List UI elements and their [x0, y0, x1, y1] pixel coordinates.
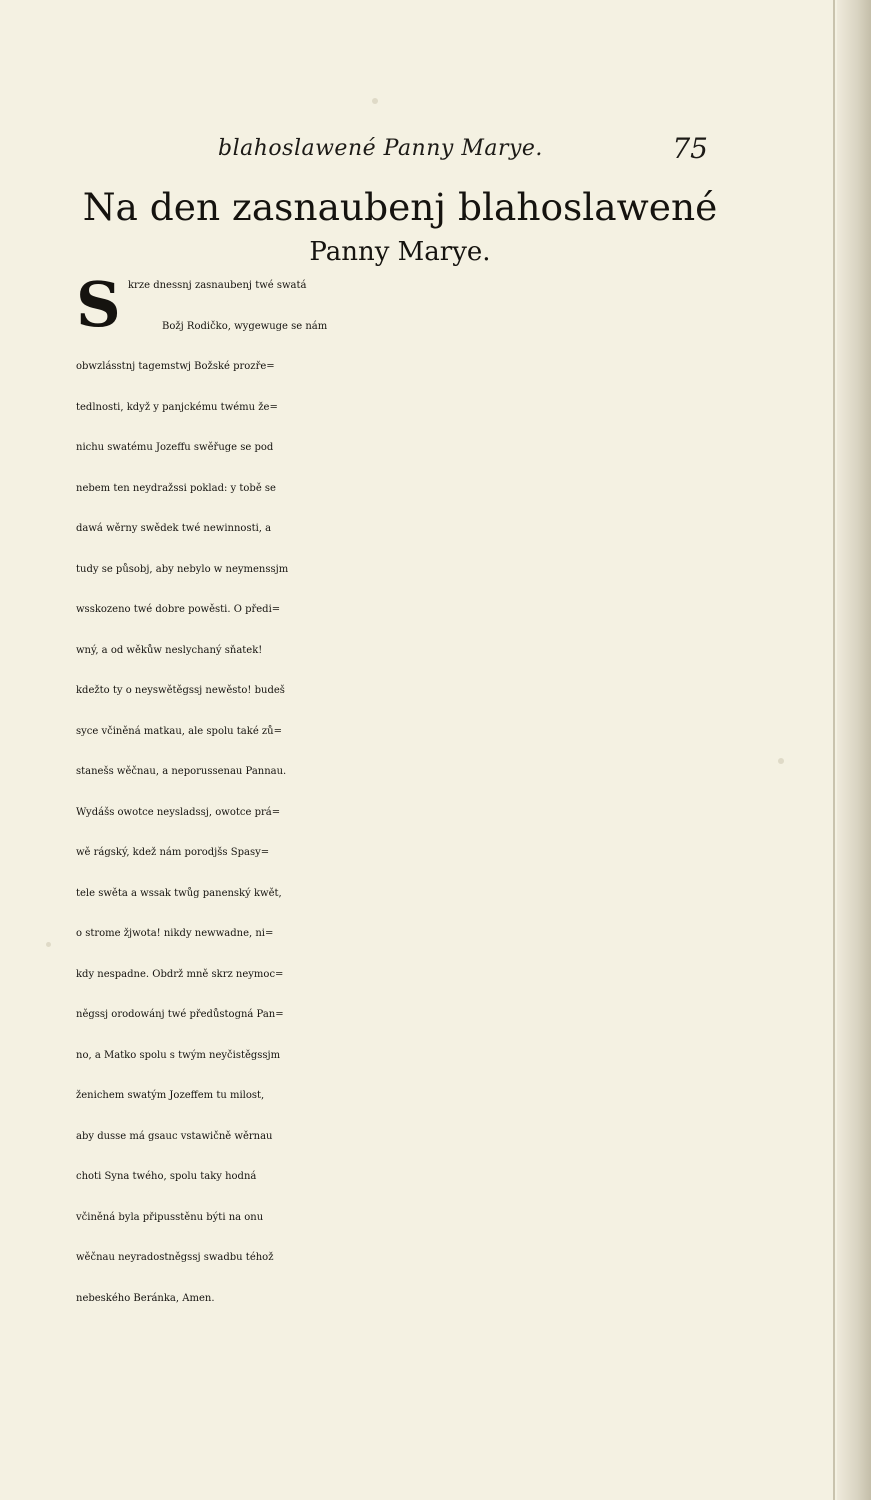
text-line: tudy se působj, aby nebylo w neymenssjm	[76, 563, 289, 575]
text-line: nebeského Beránka, Amen.	[76, 1292, 215, 1304]
text-line: kdy nespadne. Obdrž mně skrz neymoc=	[76, 968, 284, 980]
page-header	[218, 132, 708, 172]
text-line: wsskozeno twé dobre powěsti. O předi=	[76, 604, 281, 615]
text-line: syce včiněná matkau, ale spolu také zů=	[76, 725, 283, 737]
text-line: aby dusse má gsauc vstawičně wěrnau	[76, 1130, 273, 1142]
text-line: Božj Rodičko, wygewuge se nám	[162, 320, 328, 332]
running-head: blahoslawené Panny Marye.	[218, 136, 543, 161]
text-line: dawá wěrny swědek twé newinnosti, a	[76, 523, 272, 534]
text-line: kdežto ty o neyswětěgssj newěsto! budeš	[76, 685, 285, 696]
page-edge	[833, 0, 835, 1500]
text-line: krze dnessnj zasnaubenj twé swatá	[128, 280, 307, 291]
title-line: Na den zasnaubenj blahoslawené	[82, 185, 718, 229]
text-line: nichu swatému Jozeffu swěřuge se pod	[76, 442, 274, 453]
text-line: wný, a od wěkůw neslychaný sňatek!	[76, 644, 263, 656]
text-line: tedlnosti, když y panjckému twému že=	[76, 401, 278, 413]
text-line: stanešs wěčnau, a neporussenau Pannau.	[76, 766, 287, 777]
paper-stain	[372, 98, 378, 104]
body-text	[76, 266, 746, 1319]
text-line: choti Syna twého, spolu taky hodná	[76, 1171, 257, 1182]
page-number: 75	[672, 132, 708, 165]
paper-stain	[778, 758, 784, 764]
text-line: tele swěta a wssak twůg panenský kwět,	[76, 887, 282, 899]
paper-stain	[46, 942, 51, 947]
text-line: včiněná byla připusstěnu býti na onu	[76, 1211, 264, 1223]
text-line: wě rágský, kdež nám porodjšs Spasy=	[76, 847, 270, 858]
page-gutter-shadow	[837, 0, 871, 1500]
text-line: Wydášs owotce neysladssj, owotce prá=	[76, 806, 281, 818]
text-line: nebem ten neydražssi poklad: y tobě se	[76, 482, 276, 494]
drop-cap: S	[76, 268, 121, 341]
text-line: wěčnau neyradostněgssj swadbu téhož	[76, 1252, 274, 1263]
text-line: no, a Matko spolu s twým neyčistěgssjm	[76, 1049, 281, 1061]
text-line: o strome žjwota! nikdy newwadne, ni=	[76, 928, 274, 939]
text-line: ženichem swatým Jozeffem tu milost,	[76, 1090, 265, 1101]
section-title	[80, 180, 720, 270]
text-line: něgssj orodowánj twé předůstogná Pan=	[76, 1009, 284, 1020]
text-line: obwzlásstnj tagemstwj Božské prozře=	[76, 361, 275, 372]
title-line: Panny Marye.	[309, 237, 491, 267]
